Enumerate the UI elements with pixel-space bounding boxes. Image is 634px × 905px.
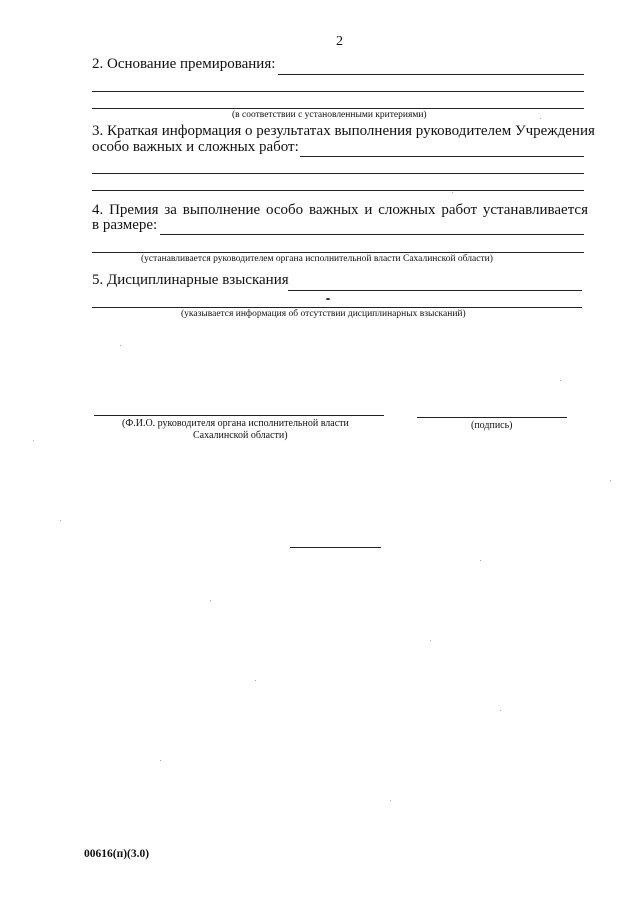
scan-speck xyxy=(390,800,391,801)
section4-line2: в размере: xyxy=(92,217,158,233)
section4-hint: (устанавливается руководителем органа исполнительной власти Сахалинской области) xyxy=(141,254,493,264)
fio-signature-line xyxy=(94,415,384,416)
scan-speck xyxy=(326,298,330,300)
section5-fill-line-2 xyxy=(92,307,582,308)
section2-label: 2. Основание премирования: xyxy=(92,56,276,72)
section3-fill-line-2 xyxy=(92,173,584,174)
section5-fill-line-1 xyxy=(288,290,582,291)
sign-line xyxy=(417,417,567,418)
fio-caption-line1: (Ф.И.О. руководителя органа исполнительной власти xyxy=(122,418,349,429)
scan-speck xyxy=(33,440,34,441)
footer-code: 00616(п)(3.0) xyxy=(84,848,150,860)
scan-speck xyxy=(430,640,431,641)
scan-speck xyxy=(160,760,161,761)
end-separator-line xyxy=(290,547,381,548)
section4-line1: 4. Премия за выполнение особо важных и сложных работ устанавливается xyxy=(92,202,588,218)
scan-speck xyxy=(560,380,561,381)
scan-speck xyxy=(60,520,61,521)
section2-hint: (в соответствии с установленными критериями) xyxy=(232,110,427,120)
sign-caption: (подпись) xyxy=(471,420,513,431)
scan-speck xyxy=(540,118,541,119)
section3-fill-line-1 xyxy=(300,156,584,157)
section2-fill-line-1 xyxy=(278,74,584,75)
section3-fill-line-3 xyxy=(92,190,584,191)
section5-hint: (указывается информация об отсутствии дисциплинарных взысканий) xyxy=(181,309,466,319)
section3-line1: 3. Краткая информация о результатах выполнения руководителем Учреждения xyxy=(92,123,595,139)
section3-line2: особо важных и сложных работ: xyxy=(92,139,299,155)
scan-speck xyxy=(120,345,121,346)
fio-caption-line2: Сахалинской области) xyxy=(193,430,288,441)
section4-fill-line-2 xyxy=(92,252,584,253)
section2-fill-line-2 xyxy=(92,91,584,92)
section5-label: 5. Дисциплинарные взыскания xyxy=(92,272,289,288)
scan-speck xyxy=(210,600,211,601)
scan-speck xyxy=(500,710,501,711)
scan-speck xyxy=(255,680,256,681)
scan-speck xyxy=(480,560,481,561)
scan-speck xyxy=(610,480,611,481)
scan-speck xyxy=(452,192,453,193)
section2-fill-line-3 xyxy=(92,108,584,109)
page-number: 2 xyxy=(336,34,343,49)
section4-fill-line-1 xyxy=(160,234,584,235)
